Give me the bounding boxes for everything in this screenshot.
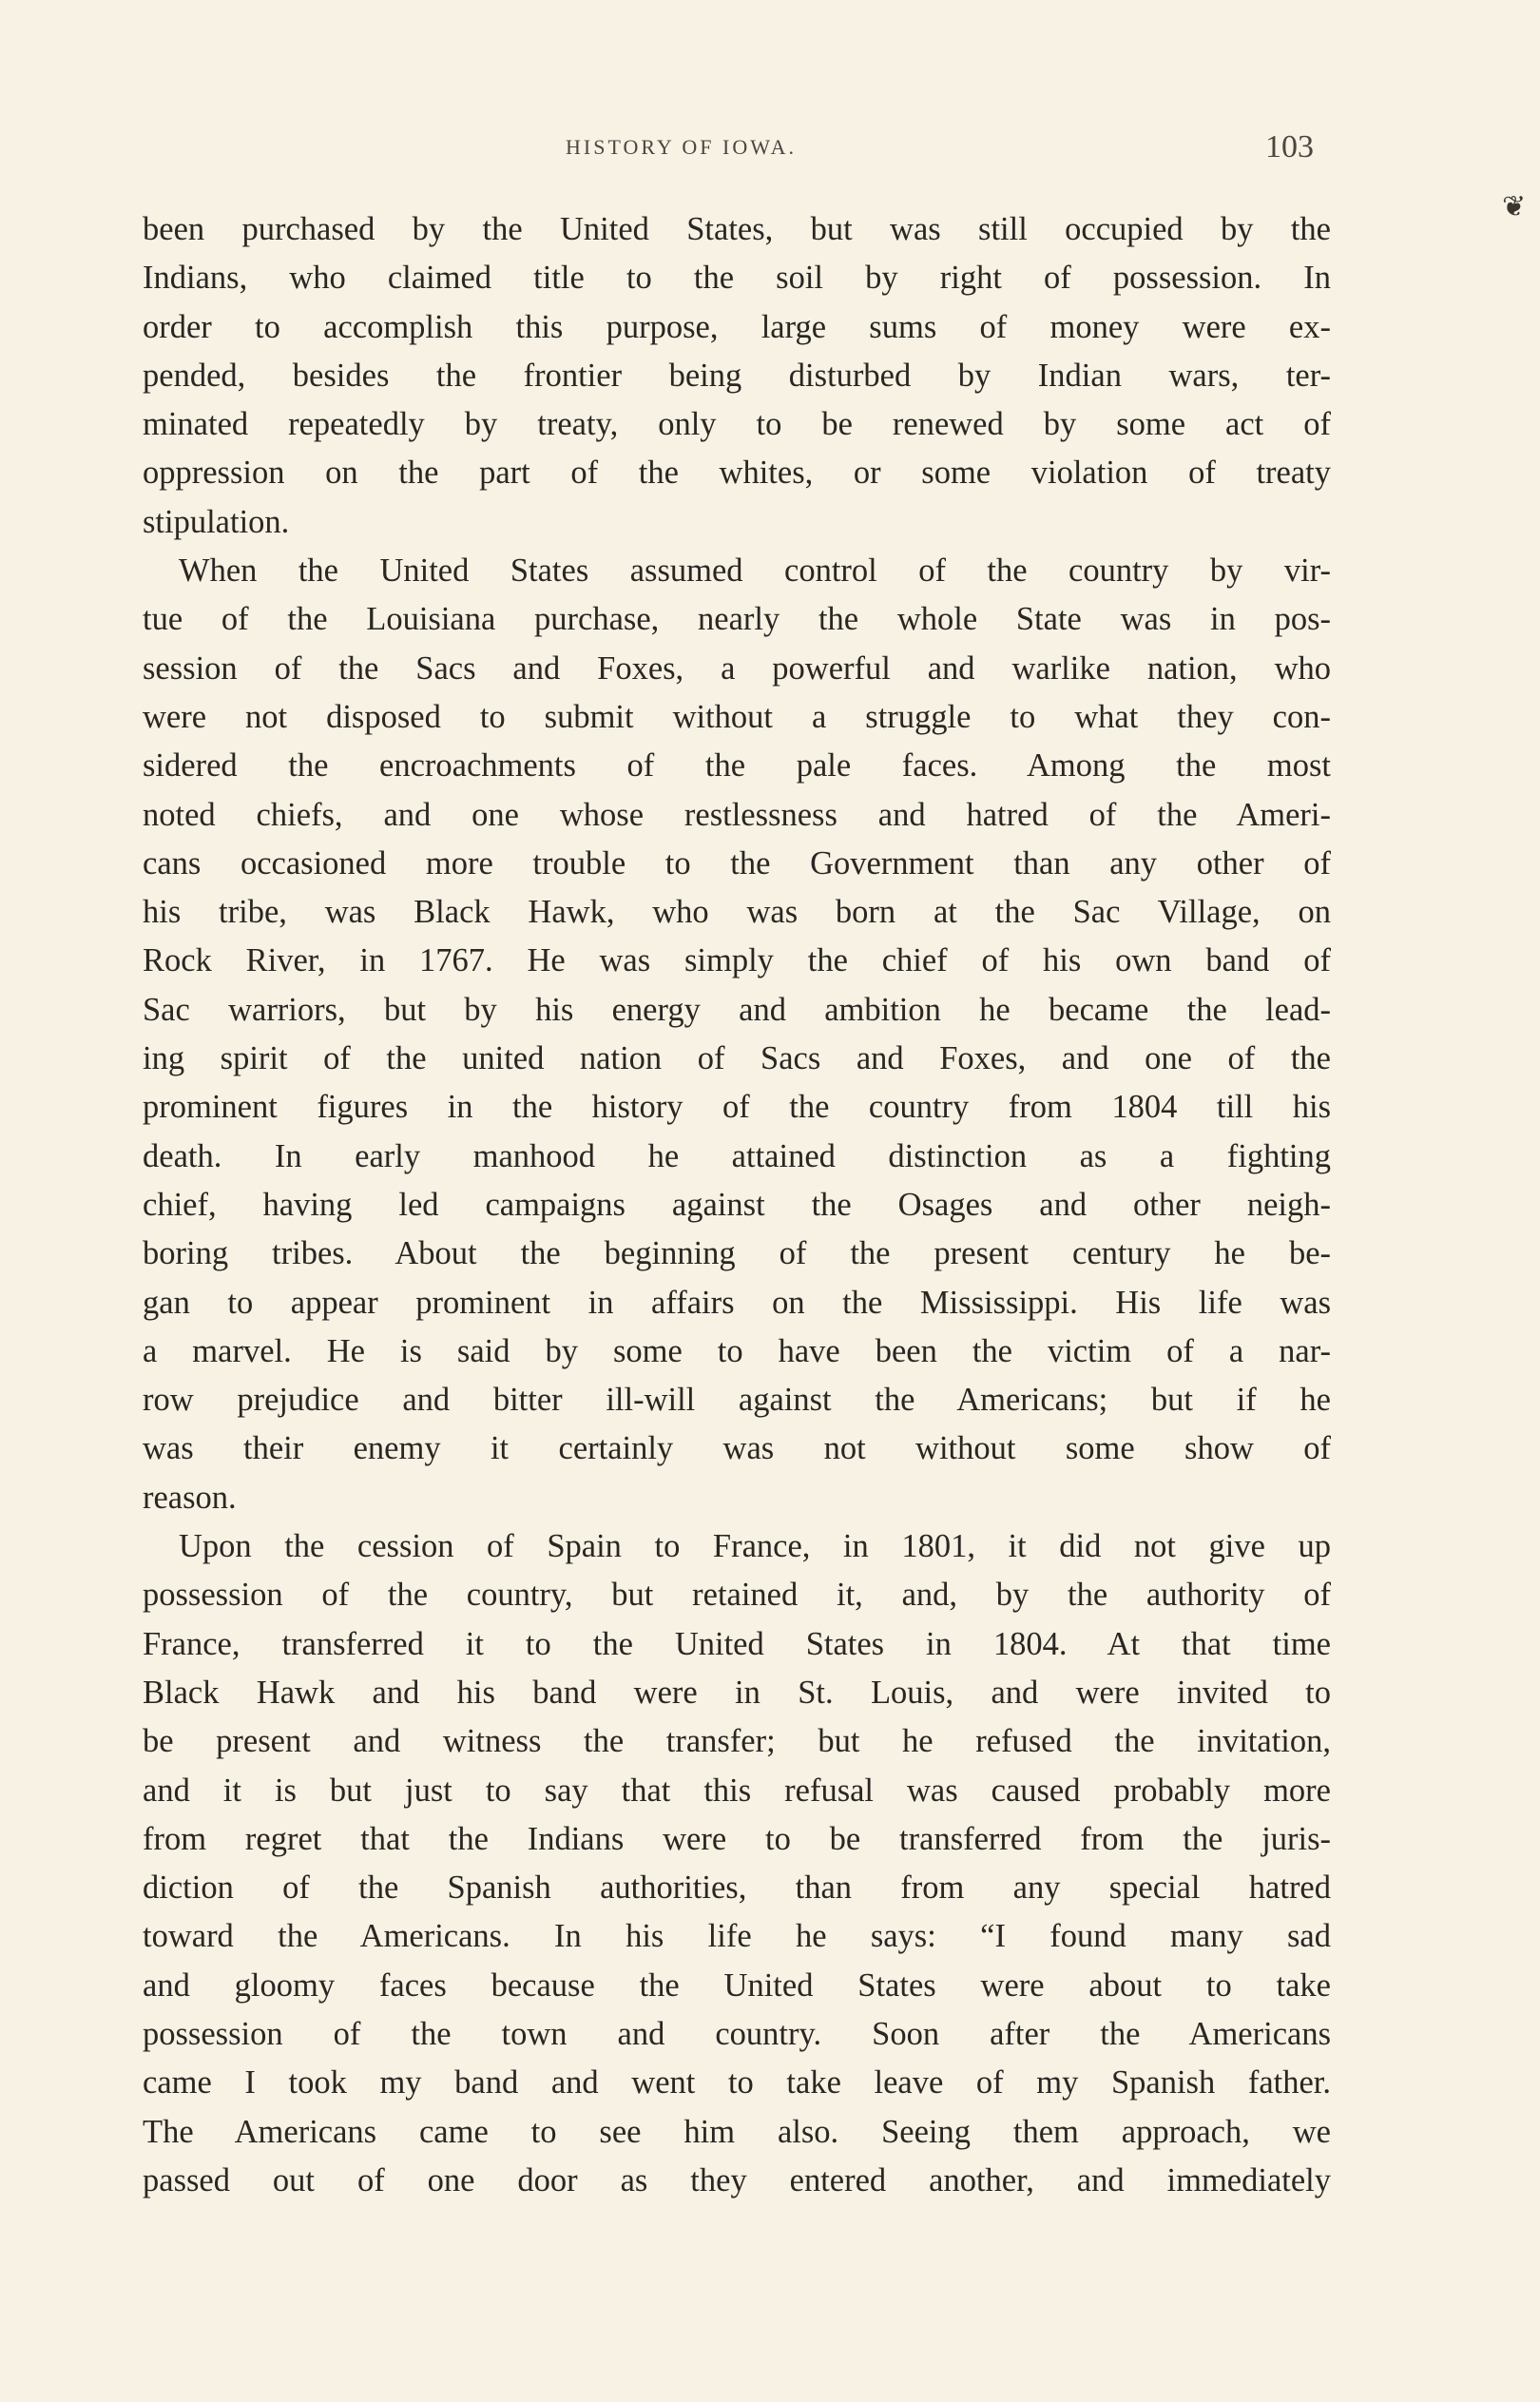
text-line: France, transferred it to the United States in 1804. At that time — [143, 1625, 1331, 1662]
text-line: death. In early manhood he attained distinction as a fighting — [143, 1137, 1331, 1174]
running-title: HISTORY OF IOWA. — [566, 135, 797, 159]
text-line: When the United States assumed control of the country by vir- — [179, 552, 1331, 590]
text-line: were not disposed to submit without a struggle to what they con- — [143, 698, 1331, 735]
text-line: Rock River, in 1767. He was simply the chief of his own band of — [143, 942, 1331, 979]
page-number: 103 — [1265, 129, 1314, 165]
text-line: possession of the country, but retained it, and, by the authority of — [143, 1577, 1331, 1614]
body-text — [143, 205, 1331, 2205]
text-line: cans occasioned more trouble to the Government than any other of — [143, 844, 1331, 881]
text-line: possession of the town and country. Soon after the Americans — [143, 2015, 1331, 2052]
text-line: row prejudice and bitter ill-will against the Americans; but if he — [143, 1382, 1331, 1419]
text-line: order to accomplish this purpose, large sums of money were ex- — [143, 308, 1331, 345]
running-head — [143, 129, 1331, 167]
text-line: reason. — [143, 1479, 237, 1516]
text-line: noted chiefs, and one whose restlessness and hatred of the Ameri- — [143, 796, 1331, 833]
text-line: toward the Americans. In his life he says: “I found many sad — [143, 1918, 1331, 1955]
text-line: gan to appear prominent in affairs on the Mississippi. His life was — [143, 1284, 1331, 1321]
text-line: Black Hawk and his band were in St. Louis, and were invited to — [143, 1674, 1331, 1711]
text-line: be present and witness the transfer; but he refused the invitation, — [143, 1723, 1331, 1760]
text-line: ing spirit of the united nation of Sacs and Foxes, and one of the — [143, 1040, 1331, 1077]
text-line: Upon the cession of Spain to France, in 1801, it did not give up — [179, 1528, 1331, 1565]
text-line: pended, besides the frontier being disturbed by Indian wars, ter- — [143, 357, 1331, 394]
text-line: from regret that the Indians were to be transferred from the juris- — [143, 1820, 1331, 1857]
margin-ornament-icon: ❦ — [1502, 190, 1527, 223]
text-line: was their enemy it certainly was not without some show of — [143, 1430, 1331, 1467]
text-line: prominent figures in the history of the country from 1804 till his — [143, 1089, 1331, 1126]
text-line: Sac warriors, but by his energy and ambition he became the lead- — [143, 991, 1331, 1028]
text-line: passed out of one door as they entered another, and immediately — [143, 2161, 1331, 2199]
text-line: been purchased by the United States, but was still occupied by the — [143, 211, 1331, 247]
text-line: sidered the encroachments of the pale faces. Among the most — [143, 747, 1331, 785]
text-line: tue of the Louisiana purchase, nearly the whole State was in pos- — [143, 601, 1331, 638]
text-line: session of the Sacs and Foxes, a powerful and warlike nation, who — [143, 649, 1331, 687]
text-line: minated repeatedly by treaty, only to be renewed by some act of — [143, 406, 1331, 443]
text-line: diction of the Spanish authorities, than from any special hatred — [143, 1869, 1331, 1907]
text-line: came I took my band and went to take leave of my Spanish father. — [143, 2064, 1331, 2102]
text-line: and it is but just to say that this refusal was caused probably more — [143, 1772, 1331, 1809]
text-line: and gloomy faces because the United States were about to take — [143, 1966, 1331, 2004]
text-line: his tribe, was Black Hawk, who was born at the Sac Village, on — [143, 894, 1331, 931]
text-line: a marvel. He is said by some to have been the victim of a nar- — [143, 1332, 1331, 1369]
text-line: stipulation. — [143, 503, 290, 540]
text-line: chief, having led campaigns against the Osages and other neigh- — [143, 1186, 1331, 1223]
text-line: boring tribes. About the beginning of the present century he be- — [143, 1235, 1331, 1272]
text-line: oppression on the part of the whites, or some violation of treaty — [143, 455, 1331, 492]
text-line: Indians, who claimed title to the soil by right of possession. In — [143, 260, 1331, 297]
text-line: The Americans came to see him also. Seeing them approach, we — [143, 2113, 1331, 2150]
